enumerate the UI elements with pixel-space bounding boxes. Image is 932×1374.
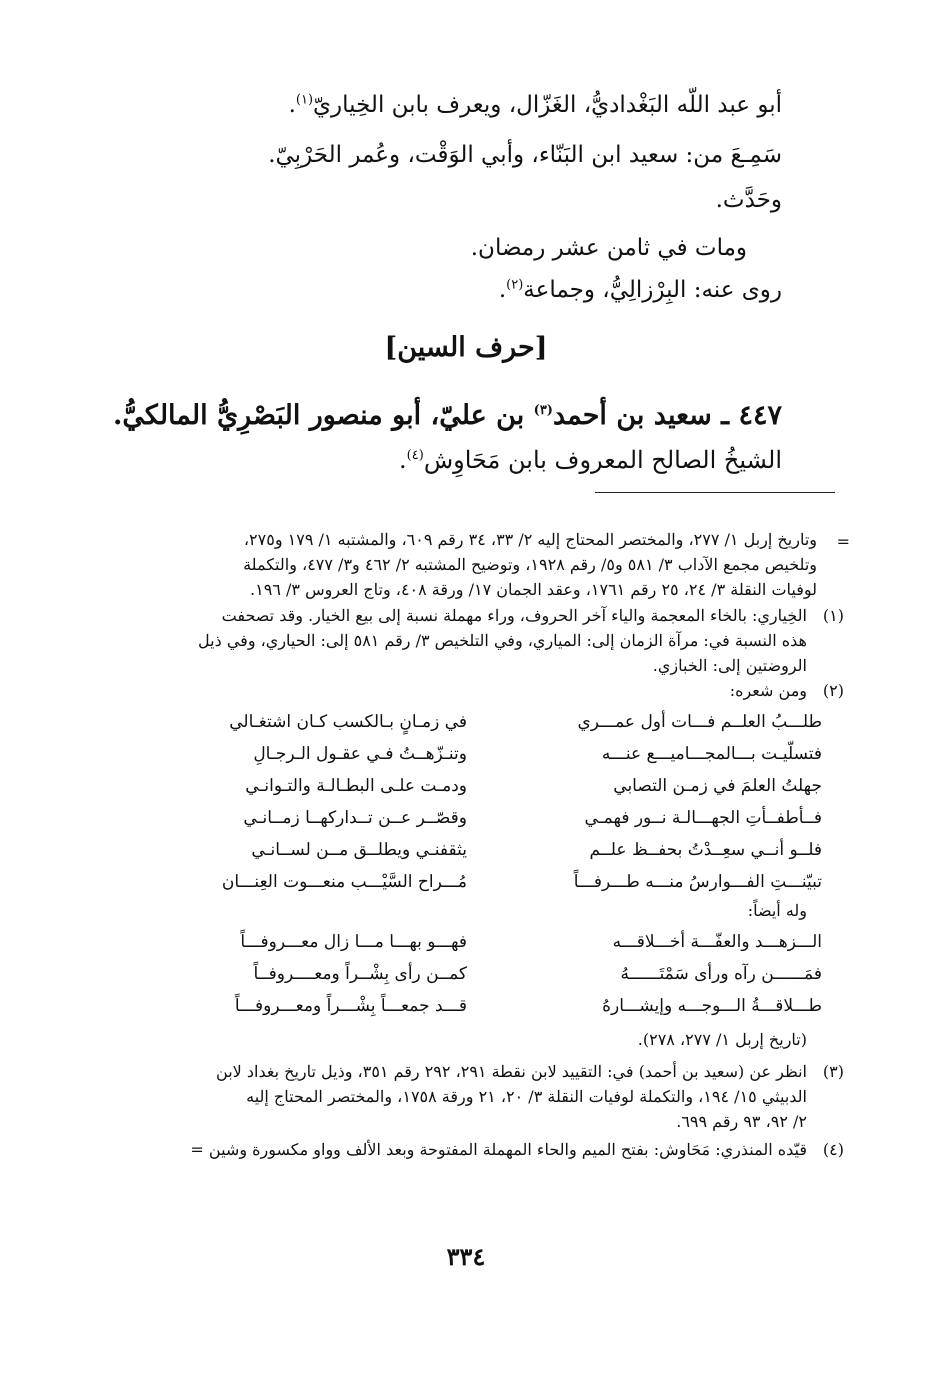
fn-cont-line-2: وتلخيص مجمع الآداب ٣/ ٥٨١ و٥/ رقم ١٩٢٨، وتوضيح المشتبه ٢/ ٤٦٢ و٣/ ٤٧٧، والتكملة [243, 555, 817, 574]
fn3-line-1: انظر عن (سعيد بن أحمد) في: التقييد لابن نقطة ٢٩١، ٢٩٢ رقم ٣٥١، وذيل تاريخ بغداد لابن [216, 1062, 807, 1081]
poem1-verse-3a: جهلتُ العلمَ في زمـن التصابي [613, 776, 822, 796]
footnote-ref-1[interactable]: (١) [295, 92, 314, 108]
poem2-verse-2a: فمَــــــن رآه ورأى سَمْتَــــــهُ [620, 964, 822, 984]
fn1-line-1: الخِياري: بالخاء المعجمة والياء آخر الحروف، وراء مهملة نسبة إلى بيع الخيار. وقد تصحفت [221, 606, 807, 625]
fn3-number: (٣) [822, 1062, 844, 1081]
fn1-number: (١) [822, 606, 844, 625]
main-line-1-text: أبو عبد اللّه البَغْداديُّ، الغَزّال، ويعرف بابن الخِياريّ [313, 92, 782, 118]
main-line-1 [289, 92, 782, 118]
footnote-divider [595, 492, 835, 493]
poem1-verse-6b: مُـــراح السَّيْـــب منعـــوت العِنـــان [221, 872, 467, 892]
main-line-2: سَمِـعَ من: سعيد ابن البَنّاء، وأبي الوَقْت، وعُمر الحَرْبِيّ. [268, 142, 782, 168]
poem1-verse-3b: ودمـت علـى البطـالـة والتـوانـي [245, 776, 467, 796]
line-end-dot: . [498, 277, 507, 303]
entry-name-rest: بن عليّ، أبو منصور البَصْرِيُّ المالكيُّ. [113, 400, 534, 431]
fn1-line-3: الروضتين إلى: الخبازي. [652, 656, 807, 675]
poem2-verse-2b: كمــن رأى بِشْــراً ومعــــروفــاً [253, 964, 467, 984]
footnote-ref-3[interactable]: (٣) [533, 403, 553, 418]
section-heading: [حرف السين] [384, 332, 548, 363]
entry-line-2 [399, 446, 782, 474]
poem1-verse-6a: تبيّنـــتِ الفـــوارسُ منـــه طـــرفـــاً [573, 872, 822, 892]
page-number: ٣٣٤ [446, 1242, 486, 1271]
poem2-verse-1b: فهـــو بهـــا مـــا زال معـــروفـــاً [240, 932, 467, 952]
poem2-verse-1a: الـــزهـــد والعفّـــة أخـــلاقـــه [612, 932, 822, 952]
fn-cont-line-3: لوفيات النقلة ٣/ ٢٤، ٢٥ رقم ١٧٦١، وعقد الجمان ١٧/ ورقة ٤٠٨، وتاج العروس ٣/ ١٩٦. [250, 580, 817, 599]
fn3-line-3: ٢/ ٩٢، ٩٣ رقم ٦٩٩. [676, 1112, 807, 1131]
fn1-line-2: هذه النسبة في: مرآة الزمان إلى: المياري، وفي التلخيص ٣/ رقم ٥٨١ إلى: الحياري، وفي ذيل [198, 631, 807, 650]
poem-source: (تاريخ إربل ١/ ٢٧٧، ٢٧٨). [637, 1030, 807, 1049]
footnote-ref-4[interactable]: (٤) [406, 448, 424, 463]
main-line-5-text: روى عنه: البِرْزالِيُّ، وجماعة [523, 277, 782, 303]
poem2-verse-3b: قـــد جمعـــاً بِشْـــراً ومعـــروفـــاً [234, 996, 467, 1016]
poem1-verse-2a: فتسلّيـت بـــالمجـــاميـــع عنـــه [601, 744, 822, 764]
poem1-verse-5b: يثقفنـي ويطلــق مــن لســانـي [251, 840, 467, 860]
fn-cont-line-1: وتاريخ إربل ١/ ٢٧٧، والمختصر المحتاج إليه ٢/ ٣٣، ٣٤ رقم ٦٠٩، والمشتبه ١/ ١٧٩ و٢٧٥، [243, 530, 817, 549]
entry-title [113, 400, 782, 431]
poem1-verse-1b: في زمـانٍ بـالكسب كـان اشتغـالي [229, 712, 467, 732]
fn3-line-2: الدبيثي ١٥/ ١٩٤، والتكملة لوفيات النقلة ٣/ ٢٠، ٢١ ورقة ١٧٥٨، والمختصر المحتاج إليه [246, 1087, 807, 1106]
poem1-verse-4b: وقصّــر عــن تــداركهــا زمــانـي [243, 808, 467, 828]
entry-line-2-text: الشيخُ الصالح المعروف بابن مَحَاوِش [423, 446, 782, 474]
footnote-ref-2[interactable]: (٢) [506, 277, 524, 293]
fn2-number: (٢) [822, 681, 844, 700]
poem2-verse-3a: طـــلاقـــةُ الـــوجـــه وإيشـــارهُ [602, 996, 822, 1016]
line-end-dot: . [399, 446, 407, 474]
poem1-verse-4a: فــأطفــأتِ الجهـــالـة نــور فهمـي [584, 808, 822, 828]
main-line-4: ومات في ثامن عشر رمضان. [470, 235, 747, 261]
fn4-number: (٤) [822, 1140, 844, 1159]
continuation-mark: = [836, 532, 850, 551]
main-line-5 [499, 277, 782, 303]
poem1-verse-2b: وتنـزّهــتُ فـي عقـول الـرجـالِ [253, 744, 467, 764]
entry-number-name: ٤٤٧ ـ سعيد بن أحمد [552, 400, 782, 431]
main-line-3: وحَدَّث. [715, 187, 782, 213]
fn4-line-1: قيّده المنذري: مَحَاوش: بفتح الميم والحاء المهملة المفتوحة وبعد الألف وواو مكسورة وشين = [190, 1140, 807, 1159]
poem1-verse-5a: فلــو أنــي سعِــدْتُ بحفــظ علــم [589, 840, 822, 860]
poem1-verse-1a: طلـــبُ العلــم فـــات أول عمـــري [577, 712, 822, 732]
poem2-intro: وله أيضاً: [747, 901, 807, 920]
line-end-dot: . [288, 92, 296, 118]
fn2-intro: ومن شعره: [729, 681, 807, 700]
